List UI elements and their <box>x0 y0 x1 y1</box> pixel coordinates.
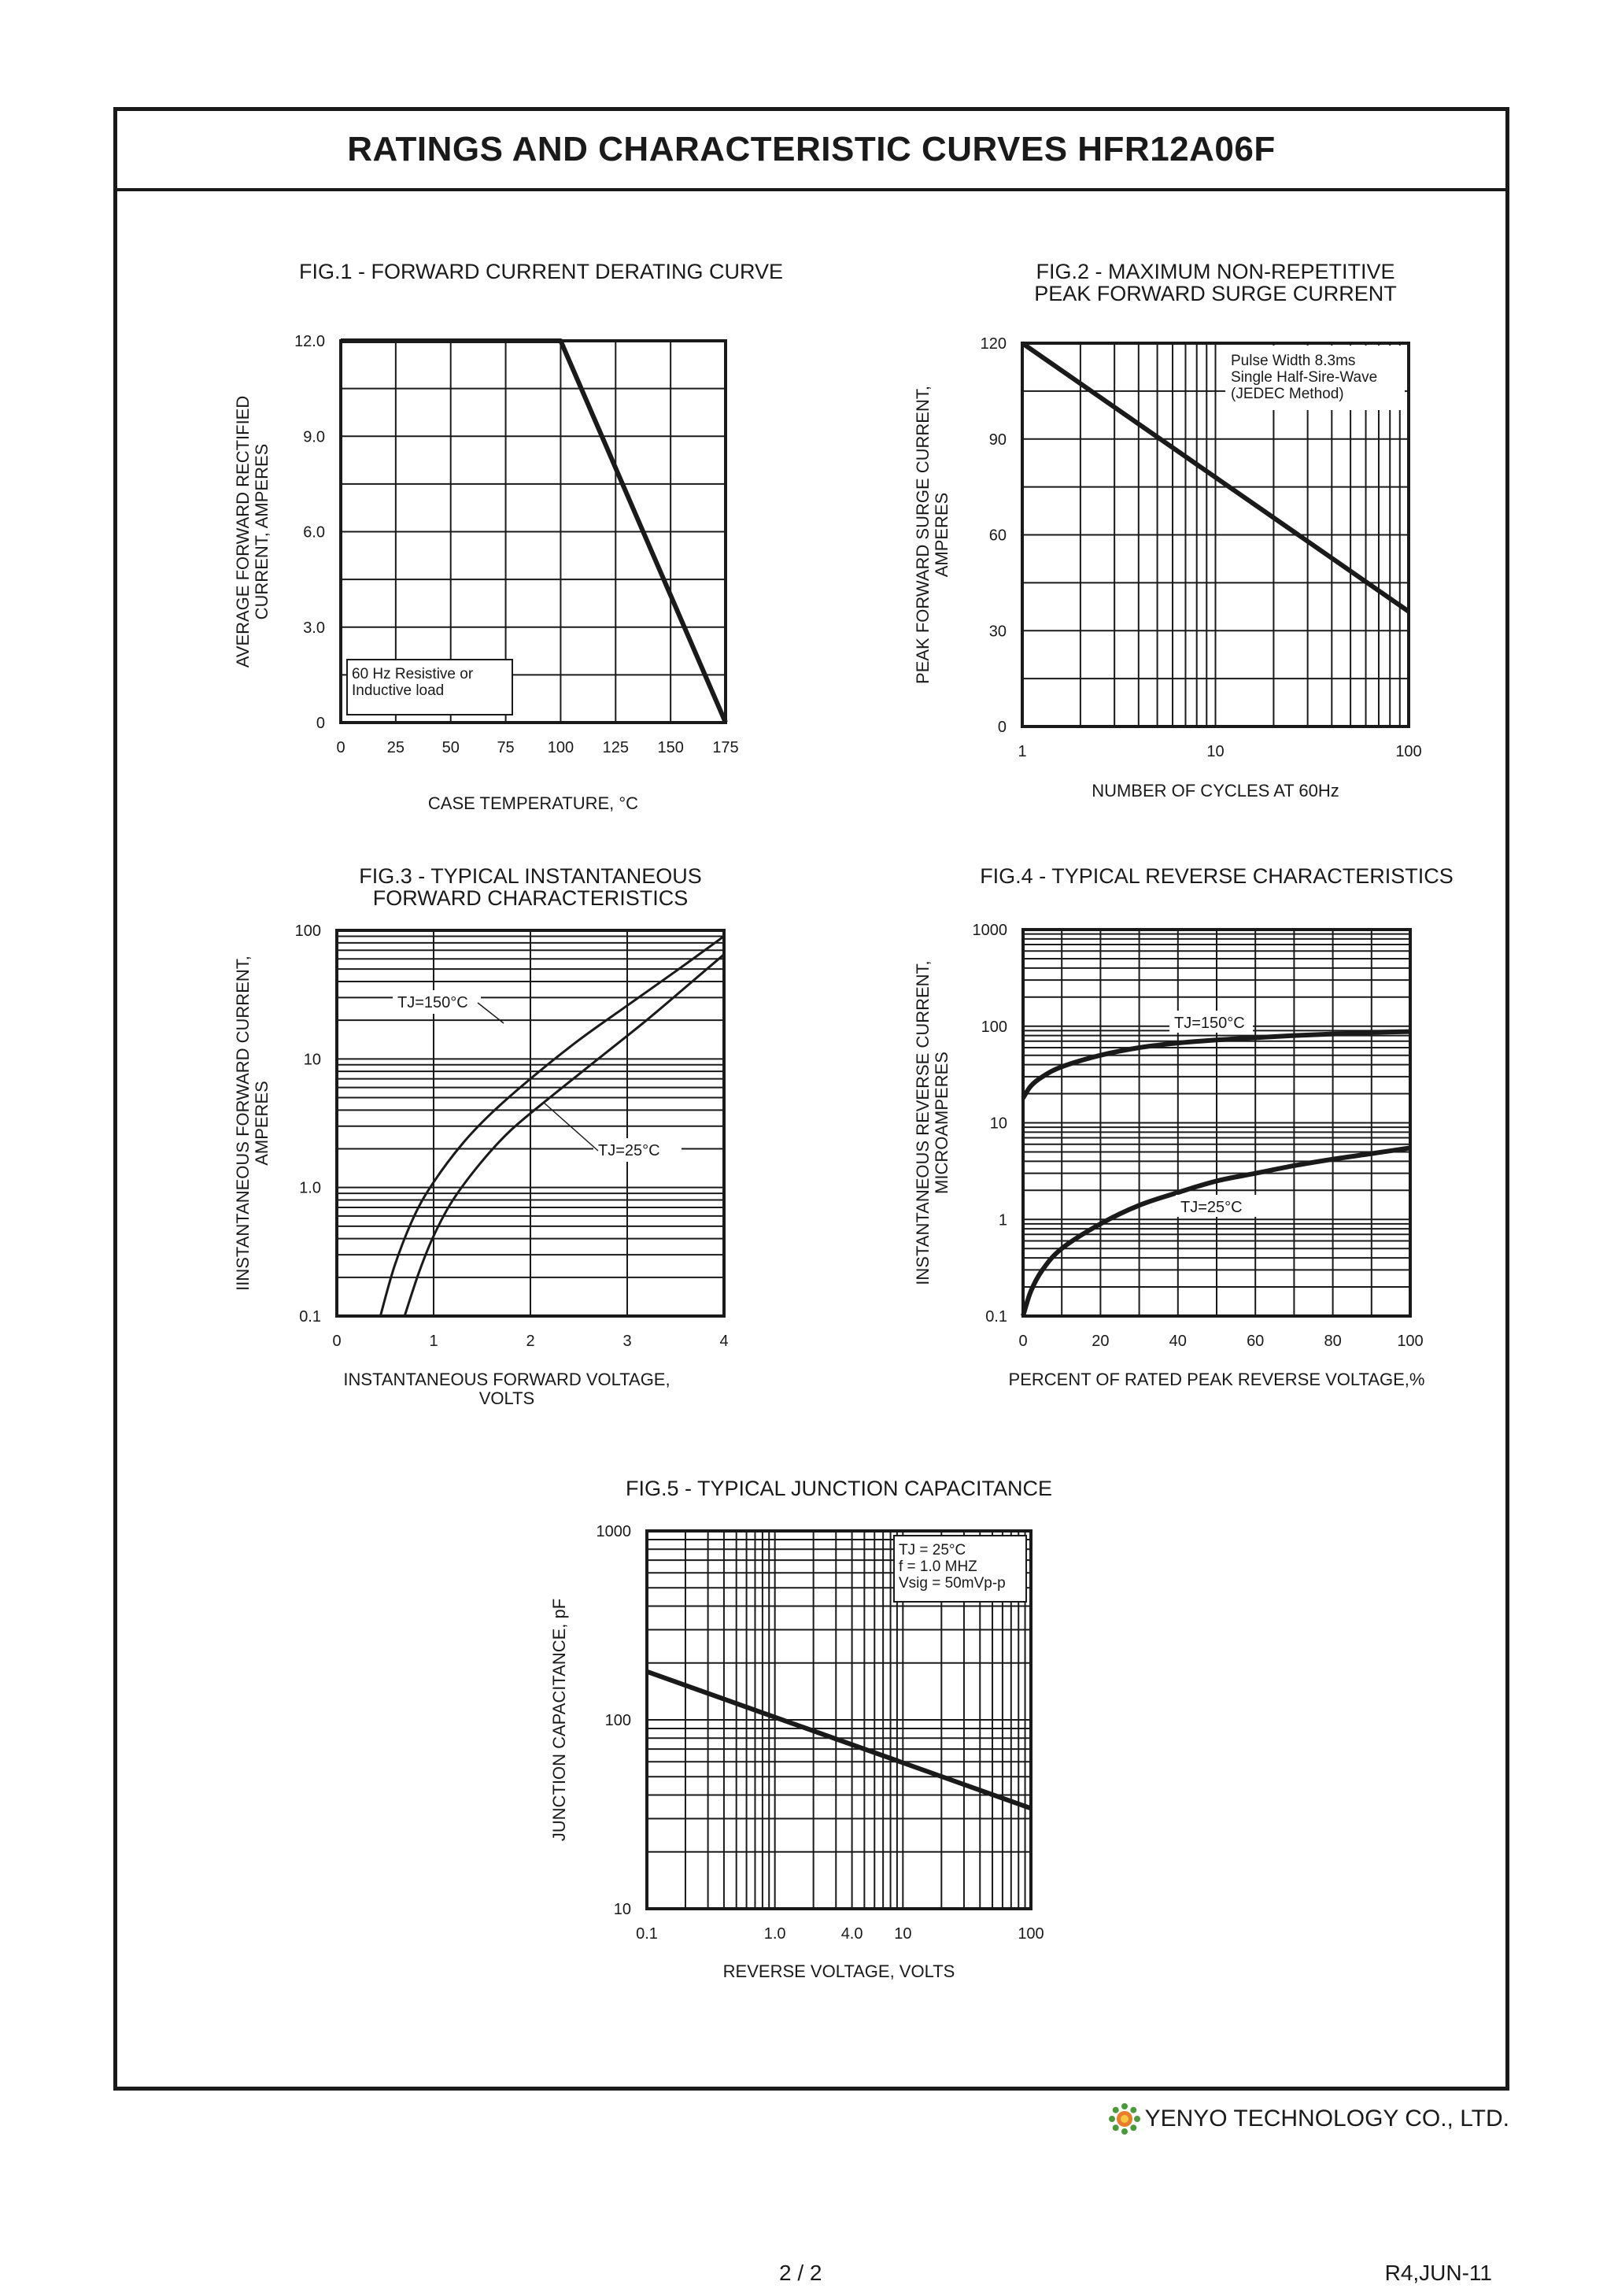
fig2-xtick-label: 1 <box>1018 743 1027 760</box>
fig3-series-label: TJ=25°C <box>598 1142 660 1159</box>
fig2-ylabel: PEAK FORWARD SURGE CURRENT, <box>913 386 933 684</box>
fig3-ylabel: AMPERES <box>252 1081 272 1166</box>
fig3-grid <box>337 930 724 1316</box>
fig1-xtick-label: 125 <box>602 739 629 756</box>
fig1-annotation <box>347 660 512 715</box>
fig4-ytick-label: 100 <box>981 1018 1007 1036</box>
fig4-ytick-label: 0.1 <box>985 1308 1007 1325</box>
fig1-ylabel: AVERAGE FORWARD RECTIFIED <box>233 395 253 668</box>
fig5-annotation-text: f = 1.0 MHZ <box>899 1558 977 1575</box>
fig2-annotation-text: Pulse Width 8.3ms <box>1231 353 1356 369</box>
fig2-annotation-text: (JEDEC Method) <box>1231 386 1344 402</box>
fig3-xtick-label: 4 <box>719 1333 729 1350</box>
fig2-ytick-label: 0 <box>997 719 1007 736</box>
fig2-ylabel: AMPERES <box>932 492 951 578</box>
fig3-title: FIG.3 - TYPICAL INSTANTANEOUS <box>359 864 702 888</box>
fig2-chart <box>913 260 1422 800</box>
fig3-xtick-label: 3 <box>622 1333 632 1350</box>
fig4-xtick-label: 100 <box>1397 1333 1424 1350</box>
fig2-ytick-label: 60 <box>988 527 1007 545</box>
fig3-ytick-label: 10 <box>303 1051 321 1069</box>
fig5-annotation-text: Vsig = 50mVp-p <box>899 1575 1006 1592</box>
fig5-annotation <box>894 1536 1026 1602</box>
fig3-ytick-label: 1.0 <box>299 1179 321 1197</box>
fig4-grid <box>1023 930 1410 1316</box>
fig1-ylabel: CURRENT, AMPERES <box>252 443 272 620</box>
fig1-xtick-label: 100 <box>547 739 574 756</box>
fig5-xtick-label: 1.0 <box>763 1925 786 1943</box>
fig1-ytick-label: 6.0 <box>303 523 325 542</box>
fig4-xlabel: PERCENT OF RATED PEAK REVERSE VOLTAGE,% <box>1008 1370 1425 1389</box>
fig2-ytick-label: 90 <box>988 431 1007 449</box>
fig3-ylabel: IINSTANTANEOUS FORWARD CURRENT, <box>233 956 253 1291</box>
fig5-ylabel: JUNCTION CAPACITANCE, pF <box>549 1598 569 1842</box>
revision-code: R4,JUN-11 <box>1384 2261 1492 2285</box>
company-footer <box>1109 2103 1509 2135</box>
fig3-xlabel: VOLTS <box>478 1388 535 1408</box>
fig2-xlabel: NUMBER OF CYCLES AT 60Hz <box>1092 781 1339 800</box>
fig3-xtick-label: 2 <box>526 1333 535 1350</box>
fig1-ytick-label: 9.0 <box>303 428 325 446</box>
fig2-ytick-label: 120 <box>980 335 1007 353</box>
fig4-xtick-label: 0 <box>1018 1333 1028 1350</box>
fig1-annotation-text: Inductive load <box>352 682 445 699</box>
fig1-xtick-label: 25 <box>386 739 404 756</box>
fig1-xlabel: CASE TEMPERATURE, °C <box>427 793 639 813</box>
fig4-ytick-label: 1000 <box>972 922 1007 939</box>
page-number: 2 / 2 <box>779 2261 822 2285</box>
fig3-xtick-label: 1 <box>429 1333 438 1350</box>
fig4-xtick-label: 40 <box>1169 1333 1187 1350</box>
fig1-xtick-label: 175 <box>712 739 739 756</box>
fig5-ytick-label: 1000 <box>596 1523 631 1540</box>
fig4-series-label: TJ=25°C <box>1180 1199 1243 1216</box>
fig3-title: FORWARD CHARACTERISTICS <box>372 886 689 910</box>
fig2-title: FIG.2 - MAXIMUM NON-REPETITIVE <box>1036 260 1395 283</box>
fig1-ytick-label: 3.0 <box>303 619 325 637</box>
fig2-annotation-text: Single Half-Sire-Wave <box>1231 369 1378 386</box>
fig5-series-line <box>647 1672 1031 1809</box>
fig5-xtick-label: 4.0 <box>840 1925 863 1943</box>
fig5-xtick-label: 100 <box>1018 1925 1044 1943</box>
fig3-xtick-label: 0 <box>332 1333 342 1350</box>
fig5-ytick-label: 100 <box>604 1712 631 1729</box>
fig4-ytick-label: 1 <box>998 1211 1007 1229</box>
fig4-ylabel: MICROAMPERES <box>932 1052 951 1194</box>
fig3-chart <box>233 864 729 1408</box>
fig5-xlabel: REVERSE VOLTAGE, VOLTS <box>722 1961 955 1981</box>
page-title: RATINGS AND CHARACTERISTIC CURVES HFR12A06F <box>347 130 1276 168</box>
fig4-title: FIG.4 - TYPICAL REVERSE CHARACTERISTICS <box>980 864 1454 888</box>
fig3-xlabel: INSTANTANEOUS FORWARD VOLTAGE, <box>343 1370 670 1389</box>
fig2-title: PEAK FORWARD SURGE CURRENT <box>1034 282 1397 305</box>
fig1-xtick-label: 75 <box>497 739 515 756</box>
fig2-xtick-label: 100 <box>1395 743 1422 760</box>
fig1-ytick-label: 12.0 <box>294 333 325 350</box>
fig4-chart <box>913 864 1454 1389</box>
fig2-annotation <box>1226 346 1404 409</box>
fig1-annotation-text: 60 Hz Resistive or <box>352 666 474 682</box>
fig3-ytick-label: 0.1 <box>299 1308 321 1325</box>
fig5-xtick-label: 0.1 <box>636 1925 658 1943</box>
fig4-series-label: TJ=150°C <box>1174 1015 1245 1032</box>
fig3-ytick-label: 100 <box>294 922 321 940</box>
fig1-xtick-label: 50 <box>441 739 460 756</box>
fig3-series-label: TJ=150°C <box>397 994 468 1011</box>
fig4-xtick-label: 60 <box>1247 1333 1265 1350</box>
fig1-chart <box>233 260 783 813</box>
fig2-ytick-label: 30 <box>988 623 1007 641</box>
fig5-xtick-label: 10 <box>894 1925 912 1943</box>
fig5-title: FIG.5 - TYPICAL JUNCTION CAPACITANCE <box>625 1477 1053 1500</box>
fig1-xtick-label: 0 <box>336 739 345 756</box>
fig5-ytick-label: 10 <box>613 1901 631 1918</box>
fig5-chart <box>549 1477 1052 1981</box>
fig5-annotation-text: TJ = 25°C <box>899 1542 966 1558</box>
fig4-ylabel: INSTANTANEOUS REVERSE CURRENT, <box>913 960 933 1285</box>
fig4-xtick-label: 20 <box>1092 1333 1110 1350</box>
fig1-ytick-label: 0 <box>316 715 325 732</box>
yenyo-sun-logo-icon <box>1109 2103 1140 2135</box>
company-name: YENYO TECHNOLOGY CO., LTD. <box>1144 2106 1509 2131</box>
fig2-xtick-label: 10 <box>1206 743 1225 760</box>
fig1-title: FIG.1 - FORWARD CURRENT DERATING CURVE <box>298 260 784 283</box>
fig4-ytick-label: 10 <box>989 1115 1007 1133</box>
fig1-xtick-label: 150 <box>657 739 684 756</box>
fig4-xtick-label: 80 <box>1324 1333 1342 1350</box>
